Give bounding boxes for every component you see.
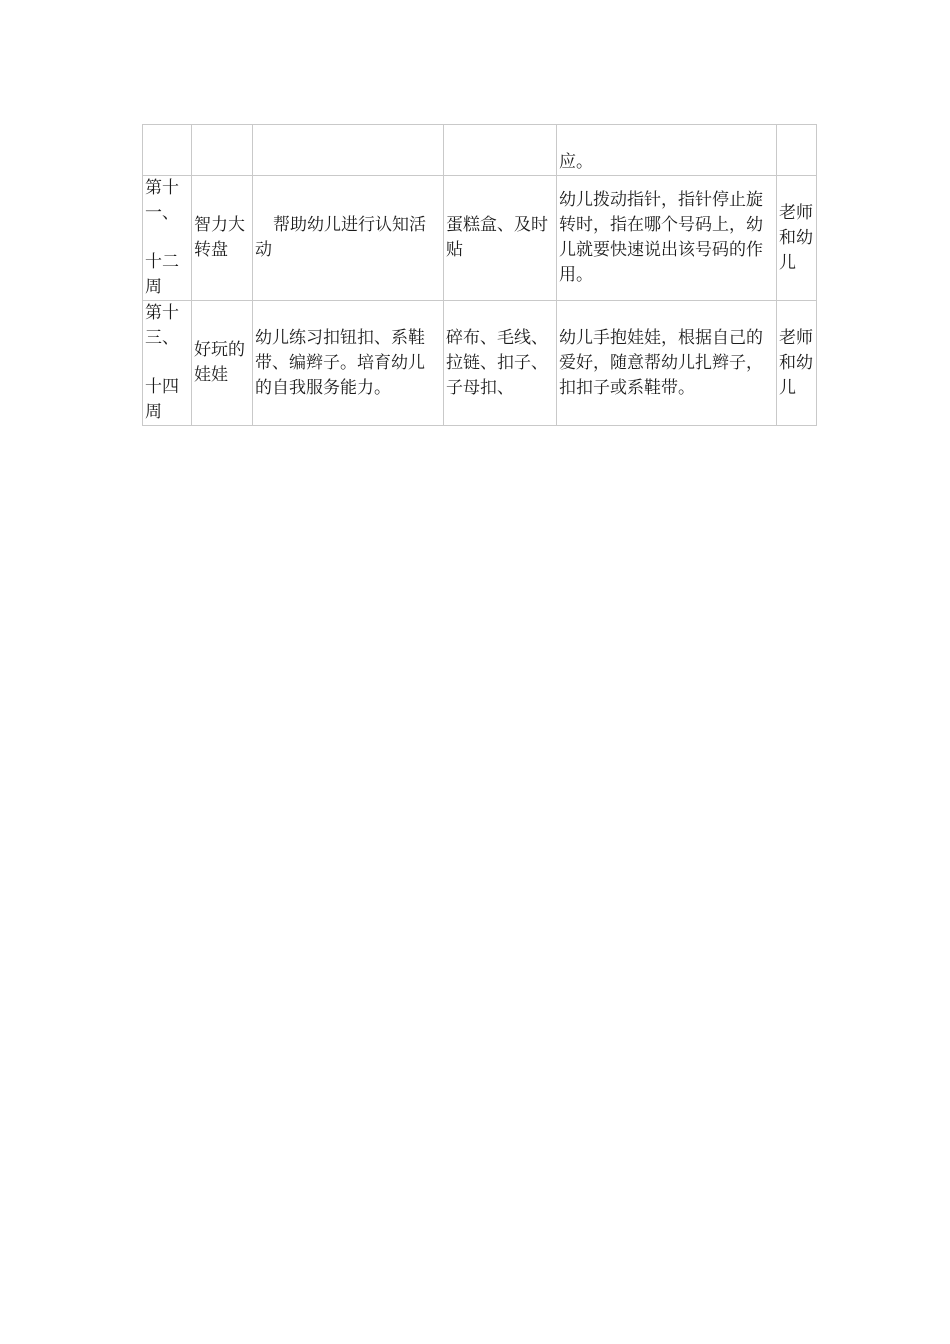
table-row [143, 301, 817, 426]
materials-cell [444, 125, 557, 176]
participants-cell: 老师和幼儿 [777, 176, 817, 301]
week-cell [143, 125, 192, 176]
week-end-text: 十二周 [145, 252, 179, 297]
materials-cell: 蛋糕盒、及时贴 [444, 176, 557, 301]
activity-table [142, 124, 817, 426]
activity-goal-cell: 幼儿练习扣钮扣、系鞋带、编辫子。培育幼儿的自我服务能力。 [253, 301, 444, 426]
materials-cell: 碎布、毛线、拉链、扣子、子母扣、 [444, 301, 557, 426]
activity-goal-cell [253, 125, 444, 176]
week-cell [143, 301, 192, 426]
week-start-text: 第十一、 [145, 178, 179, 223]
table-row [143, 125, 817, 176]
method-cell: 幼儿拨动指针，指针停止旋转时，指在哪个号码上，幼儿就要快速说出该号码的作用。 [557, 176, 777, 301]
participants-cell: 老师和幼儿 [777, 301, 817, 426]
method-cell: 应。 [557, 125, 777, 176]
activity-name-cell: 好玩的娃娃 [192, 301, 253, 426]
activity-goal-cell [253, 176, 444, 301]
participants-cell [777, 125, 817, 176]
activity-name-cell [192, 125, 253, 176]
week-end-text: 十四周 [145, 377, 179, 422]
table-row [143, 176, 817, 301]
activity-goal-text: 帮助幼儿进行认知活动 [255, 215, 426, 260]
week-start-text: 第十三、 [145, 303, 179, 348]
week-cell [143, 176, 192, 301]
activity-name-cell: 智力大转盘 [192, 176, 253, 301]
method-cell: 幼儿手抱娃娃，根据自己的爱好，随意帮幼儿扎辫子，扣扣子或系鞋带。 [557, 301, 777, 426]
